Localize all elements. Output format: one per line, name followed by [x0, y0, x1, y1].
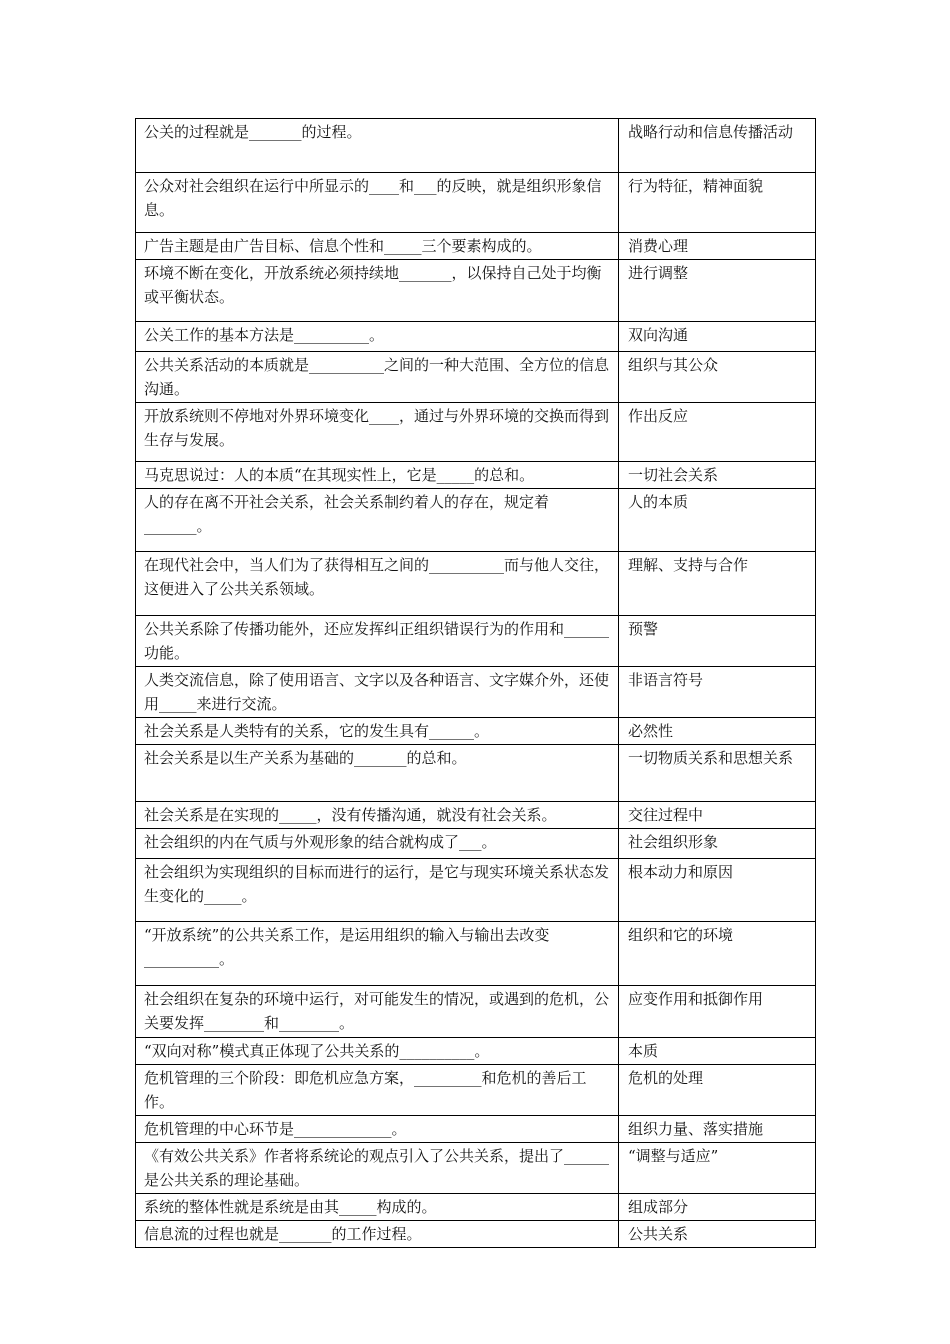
- table-row: [136, 986, 816, 1038]
- table-row: [136, 616, 816, 667]
- table-row: [136, 260, 816, 322]
- answer-cell: 本质: [619, 1038, 816, 1065]
- question-cell: 社会关系是以生产关系为基础的_______的总和。: [136, 745, 619, 802]
- answer-cell: 应变作用和抵御作用: [619, 986, 816, 1038]
- table-row: [136, 802, 816, 829]
- table-row: [136, 859, 816, 922]
- question-cell: 信息流的过程也就是_______的工作过程。: [136, 1221, 619, 1248]
- table-row: [136, 552, 816, 616]
- question-cell: 社会关系是人类特有的关系，它的发生具有______。: [136, 718, 619, 745]
- answer-cell: 消费心理: [619, 233, 816, 260]
- question-cell: 《有效公共关系》作者将系统论的观点引入了公共关系，提出了______是公共关系的理论基础。: [136, 1143, 619, 1194]
- table-row: [136, 1038, 816, 1065]
- table-row: [136, 233, 816, 260]
- qa-table-body: [136, 119, 816, 1248]
- answer-cell: 预警: [619, 616, 816, 667]
- answer-cell: 一切社会关系: [619, 462, 816, 489]
- answer-cell: 危机的处理: [619, 1065, 816, 1116]
- question-cell: “开放系统”的公共关系工作，是运用组织的输入与输出去改变__________。: [136, 922, 619, 986]
- answer-cell: 双向沟通: [619, 322, 816, 352]
- question-cell: 公共关系除了传播功能外，还应发挥纠正组织错误行为的作用和______功能。: [136, 616, 619, 667]
- answer-cell: 交往过程中: [619, 802, 816, 829]
- table-row: [136, 922, 816, 986]
- question-cell: 在现代社会中，当人们为了获得相互之间的__________而与他人交往，这便进入了公共关系领域。: [136, 552, 619, 616]
- answer-cell: 理解、支持与合作: [619, 552, 816, 616]
- question-cell: 马克思说过：人的本质“在其现实性上，它是_____的总和。: [136, 462, 619, 489]
- table-row: [136, 829, 816, 859]
- question-cell: 社会组织的内在气质与外观形象的结合就构成了___。: [136, 829, 619, 859]
- question-cell: 危机管理的中心环节是_____________。: [136, 1116, 619, 1143]
- question-cell: 社会组织在复杂的环境中运行，对可能发生的情况，或遇到的危机，公关要发挥________和________。: [136, 986, 619, 1038]
- question-cell: 人的存在离不开社会关系，社会关系制约着人的存在，规定着_______。: [136, 489, 619, 552]
- table-row: [136, 489, 816, 552]
- question-cell: 系统的整体性就是系统是由其_____构成的。: [136, 1194, 619, 1221]
- table-row: [136, 1194, 816, 1221]
- answer-cell: 组织力量、落实措施: [619, 1116, 816, 1143]
- table-row: [136, 119, 816, 173]
- question-cell: 社会关系是在实现的_____，没有传播沟通，就没有社会关系。: [136, 802, 619, 829]
- table-row: [136, 667, 816, 718]
- question-cell: 社会组织为实现组织的目标而进行的运行，是它与现实环境关系状态发生变化的_____。: [136, 859, 619, 922]
- question-cell: 公关工作的基本方法是__________。: [136, 322, 619, 352]
- question-cell: 危机管理的三个阶段：即危机应急方案，_________和危机的善后工作。: [136, 1065, 619, 1116]
- table-row: [136, 1143, 816, 1194]
- question-cell: 环境不断在变化，开放系统必须持续地_______，以保持自己处于均衡或平衡状态。: [136, 260, 619, 322]
- answer-cell: 战略行动和信息传播活动: [619, 119, 816, 173]
- answer-cell: 人的本质: [619, 489, 816, 552]
- question-cell: 公众对社会组织在运行中所显示的____和___的反映，就是组织形象信息。: [136, 173, 619, 233]
- answer-cell: 行为特征，精神面貌: [619, 173, 816, 233]
- answer-cell: 组织与其公众: [619, 352, 816, 403]
- answer-cell: 根本动力和原因: [619, 859, 816, 922]
- answer-cell: 作出反应: [619, 403, 816, 462]
- table-row: [136, 1065, 816, 1116]
- question-cell: 公关的过程就是_______的过程。: [136, 119, 619, 173]
- question-cell: 公共关系活动的本质就是__________之间的一种大范围、全方位的信息沟通。: [136, 352, 619, 403]
- answer-cell: 组成部分: [619, 1194, 816, 1221]
- answer-cell: “调整与适应”: [619, 1143, 816, 1194]
- answer-cell: 组织和它的环境: [619, 922, 816, 986]
- table-row: [136, 718, 816, 745]
- table-row: [136, 403, 816, 462]
- qa-table: [135, 118, 816, 1248]
- question-cell: “双向对称”模式真正体现了公共关系的__________。: [136, 1038, 619, 1065]
- table-row: [136, 745, 816, 802]
- answer-cell: 一切物质关系和思想关系: [619, 745, 816, 802]
- answer-cell: 必然性: [619, 718, 816, 745]
- question-cell: 人类交流信息，除了使用语言、文字以及各种语言、文字媒介外，还使用_____来进行交流。: [136, 667, 619, 718]
- table-row: [136, 173, 816, 233]
- table-row: [136, 322, 816, 352]
- answer-cell: 非语言符号: [619, 667, 816, 718]
- table-row: [136, 1116, 816, 1143]
- answer-cell: 社会组织形象: [619, 829, 816, 859]
- table-row: [136, 1221, 816, 1248]
- answer-cell: 进行调整: [619, 260, 816, 322]
- answer-cell: 公共关系: [619, 1221, 816, 1248]
- table-row: [136, 352, 816, 403]
- question-cell: 开放系统则不停地对外界环境变化____，通过与外界环境的交换而得到生存与发展。: [136, 403, 619, 462]
- question-cell: 广告主题是由广告目标、信息个性和_____三个要素构成的。: [136, 233, 619, 260]
- table-row: [136, 462, 816, 489]
